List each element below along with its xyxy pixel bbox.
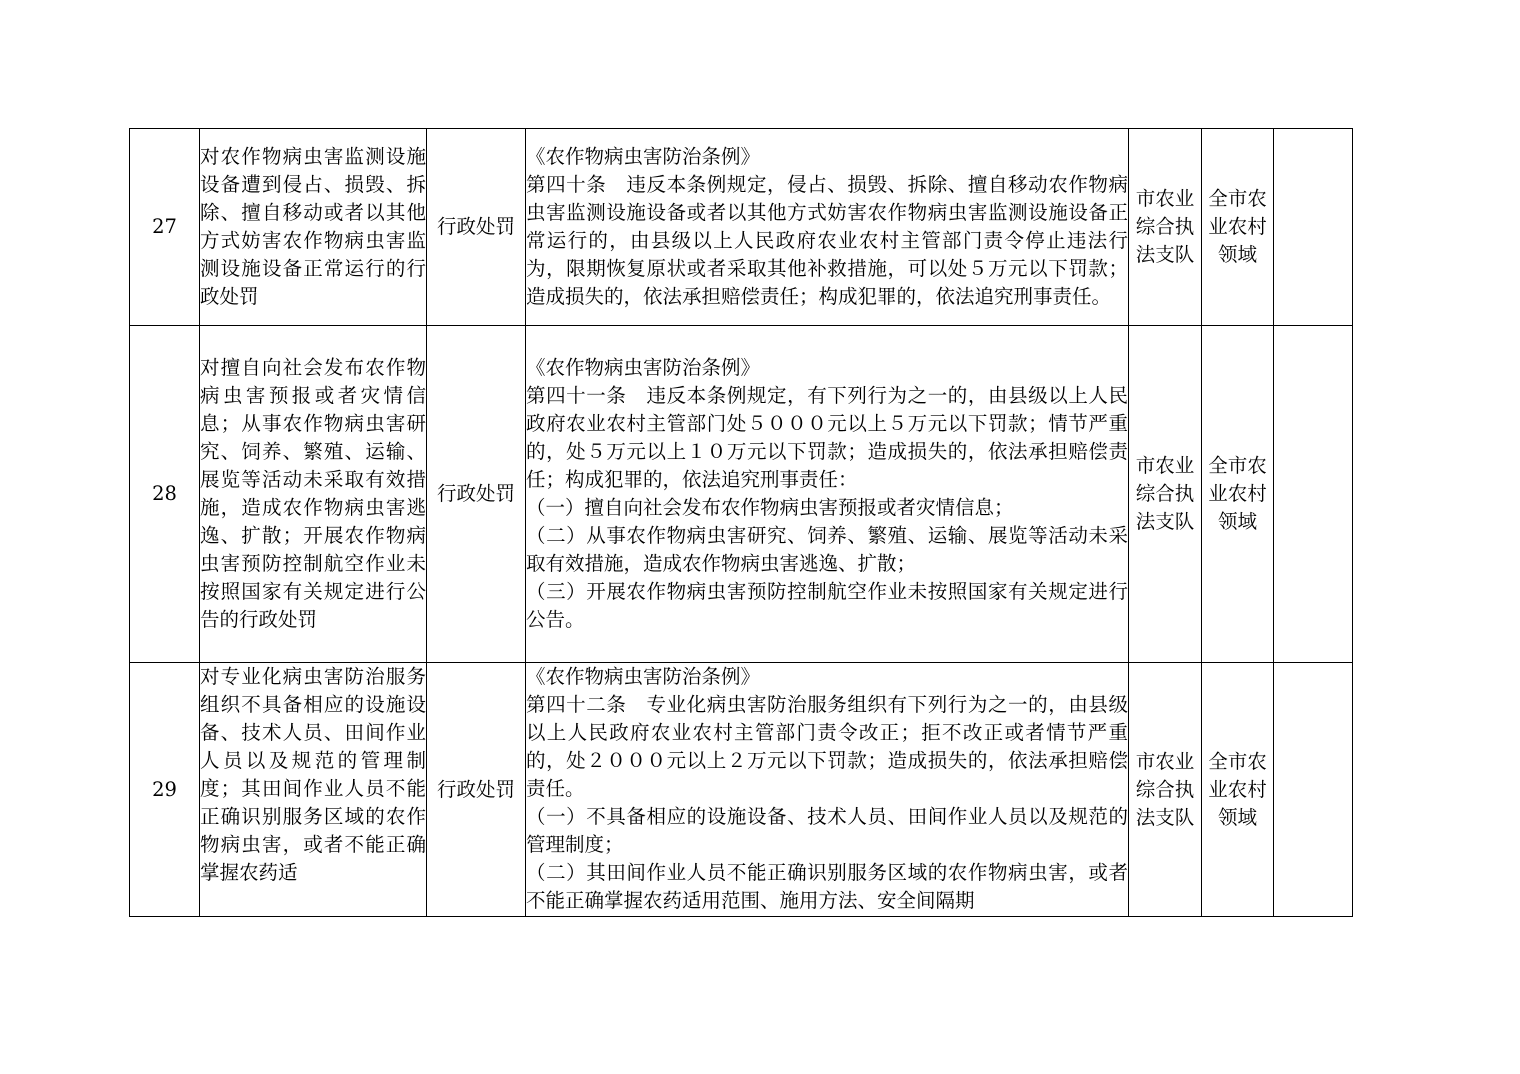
- item-name: 对专业化病虫害防治服务组织不具备相应的设施设备、技术人员、田间作业人员以及规范的管理制度；其田间作业人员不能正确识别服务区域的农作物病虫害，或者不能正确掌握农药适: [200, 663, 427, 917]
- enforcement-department: 市农业综合执法支队: [1129, 129, 1202, 326]
- item-type: 行政处罚: [427, 129, 526, 326]
- legal-basis: [526, 129, 1129, 326]
- enforcement-department: 市农业综合执法支队: [1129, 663, 1202, 917]
- law-title: 《农作物病虫害防治条例》: [526, 145, 761, 168]
- enforcement-scope: 全市农业农村领域: [1202, 663, 1274, 917]
- item-type: 行政处罚: [427, 326, 526, 663]
- legal-basis: [526, 326, 1129, 663]
- enforcement-scope: 全市农业农村领域: [1202, 326, 1274, 663]
- law-title: 《农作物病虫害防治条例》: [526, 665, 761, 688]
- regulation-table: [129, 128, 1353, 917]
- legal-basis: [526, 663, 1129, 917]
- remark: [1274, 129, 1353, 326]
- row-number: 28: [130, 326, 200, 663]
- item-name: 对农作物病虫害监测设施设备遭到侵占、损毁、拆除、擅自移动或者以其他方式妨害农作物病虫害监测设施设备正常运行的行政处罚: [200, 129, 427, 326]
- table-row: [130, 663, 1353, 917]
- row-number: 29: [130, 663, 200, 917]
- item-type: 行政处罚: [427, 663, 526, 917]
- table-row: [130, 326, 1353, 663]
- document-page: [129, 128, 1352, 917]
- law-title: 《农作物病虫害防治条例》: [526, 356, 761, 379]
- row-number: 27: [130, 129, 200, 326]
- table-row: [130, 129, 1353, 326]
- law-article: 第四十二条 专业化病虫害防治服务组织有下列行为之一的，由县级以上人民政府农业农村主管部门责令改正；拒不改正或者情节严重的，处２０００元以上２万元以下罚款；造成损失的，依法承担赔偿责任。 （一）不具备相应的设施设备、技术人员、田间作业人员以及规范的管理制度； （二）其田间作业人员不能正确识别服务区域的农作物病虫害，或者不能正确掌握农药适用范围、施用方法、安全间隔期: [526, 693, 1128, 912]
- law-article: 第四十一条 违反本条例规定，有下列行为之一的，由县级以上人民政府农业农村主管部门处５０００元以上５万元以下罚款；情节严重的，处５万元以上１０万元以下罚款；造成损失的，依法承担赔偿责任；构成犯罪的，依法追究刑事责任： （一）擅自向社会发布农作物病虫害预报或者灾情信息； （二）从事农作物病虫害研究、饲养、繁殖、运输、展览等活动未采取有效措施，造成农作物病虫害逃逸、扩散； （三）开展农作物病虫害预防控制航空作业未按照国家有关规定进行公告。: [526, 384, 1128, 631]
- item-name: 对擅自向社会发布农作物病虫害预报或者灾情信息；从事农作物病虫害研究、饲养、繁殖、运输、展览等活动未采取有效措施，造成农作物病虫害逃逸、扩散；开展农作物病虫害预防控制航空作业未按照国家有关规定进行公告的行政处罚: [200, 326, 427, 663]
- enforcement-scope: 全市农业农村领域: [1202, 129, 1274, 326]
- law-article: 第四十条 违反本条例规定，侵占、损毁、拆除、擅自移动农作物病虫害监测设施设备或者以其他方式妨害农作物病虫害监测设施设备正常运行的，由县级以上人民政府农业农村主管部门责令停止违法行为，限期恢复原状或者采取其他补救措施，可以处５万元以下罚款；造成损失的，依法承担赔偿责任；构成犯罪的，依法追究刑事责任。: [526, 173, 1128, 308]
- remark: [1274, 663, 1353, 917]
- remark: [1274, 326, 1353, 663]
- enforcement-department: 市农业综合执法支队: [1129, 326, 1202, 663]
